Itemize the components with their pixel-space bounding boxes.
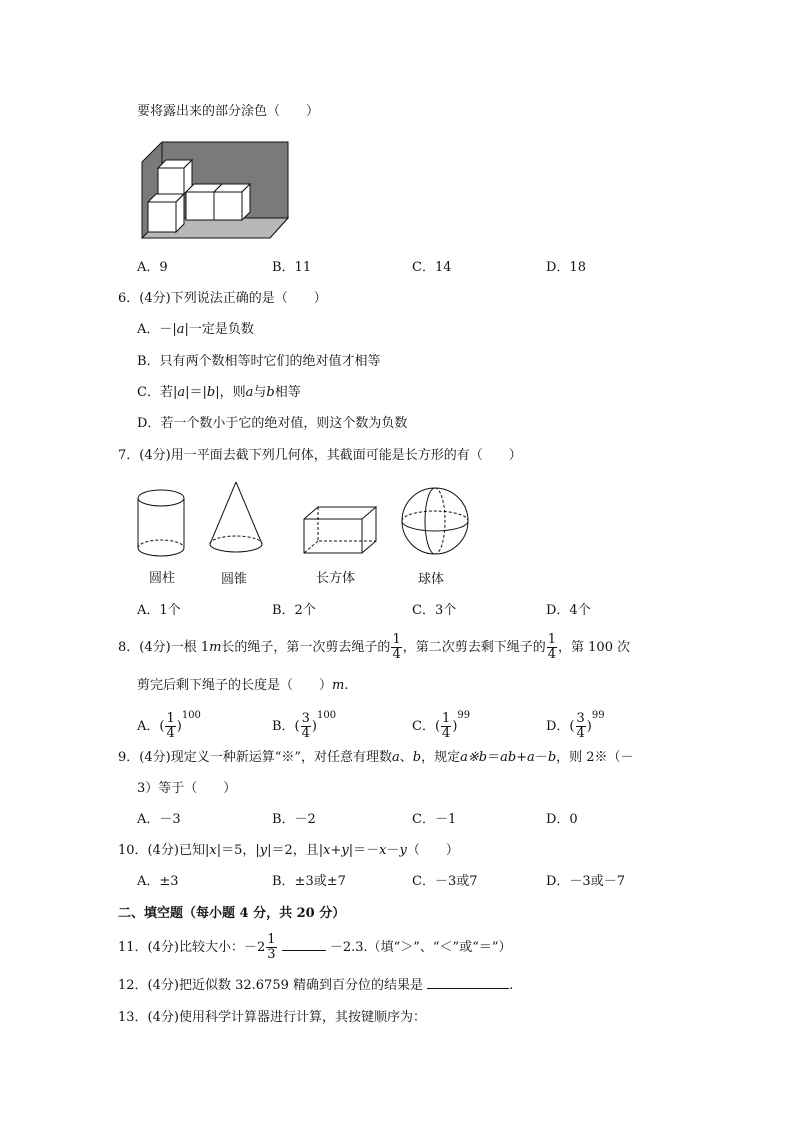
q6-option-d: D．若一个数小于它的绝对值，则这个数为负数	[137, 416, 408, 431]
q9-stem-line2: 3）等于（ ）	[137, 781, 237, 796]
q10-stem: 10．(4分)已知|x|＝5，|y|＝2，且|x+y|＝－x－y（ ）	[118, 843, 459, 858]
q6-option-b: B．只有两个数相等时它们的绝对值才相等	[137, 354, 381, 369]
section-heading-fill-in: 二、填空题（每小题 4 分，共 20 分）	[118, 906, 346, 921]
q10-option-c: C．－3或7	[412, 874, 478, 889]
q9-option-a: A．－3	[137, 812, 181, 827]
q12-answer-blank[interactable]	[427, 988, 509, 989]
q6-option-a: A．－|a|一定是负数	[137, 322, 254, 337]
q8-fraction-1: $\frac{1}{4}$	[392, 632, 401, 662]
q8-option-b: B．( $\frac{3}{4}$ )$^{100}$	[272, 710, 337, 741]
q8-option-c: C．( $\frac{1}{4}$ )$^{99}$	[412, 710, 471, 741]
q10-option-d: D．－3或－7	[546, 874, 625, 889]
q11-answer-blank[interactable]	[282, 950, 326, 951]
q5-cubes-figure	[140, 140, 290, 240]
q9-option-b: B．－2	[272, 812, 316, 827]
q9-option-d: D．0	[546, 812, 578, 827]
q11-stem: 11．(4分)比较大小：－2 $\frac{1}{3}$ －2.3.（填“＞”、“＜”或“＝”）	[118, 932, 512, 962]
q8-fraction-2: $\frac{1}{4}$	[547, 632, 557, 662]
cuboid-figure	[302, 505, 378, 555]
q8-stem-line1: 8．(4分)一根 1m长的绳子，第一次剪去绳子的 $\frac{1}{4}$ ，第二次剪去剩下绳子的 $\frac{1}{4}$ ，第 100 次	[118, 632, 631, 662]
q8-option-d: D．( $\frac{3}{4}$ )$^{99}$	[546, 710, 605, 741]
q6-stem: 6．(4分)下列说法正确的是（ ）	[118, 291, 327, 306]
q9-option-c: C．－1	[412, 812, 457, 827]
q9-stem-line1: 9．(4分)现定义一种新运算“※”，对任意有理数a、b，规定a※b＝ab+a－b，则 2※（－	[118, 750, 634, 765]
q13-stem: 13．(4分)使用科学计算器进行计算，其按键顺序为：	[118, 1010, 426, 1025]
q7-stem: 7．(4分)用一平面去截下列几何体，其截面可能是长方形的有（ ）	[118, 448, 522, 463]
q5-option-b: B．11	[272, 260, 312, 275]
q11-fraction: $\frac{1}{3}$	[267, 932, 276, 962]
q7-option-c: C．3个	[412, 603, 457, 618]
q8-option-a: A．( $\frac{1}{4}$ )$^{100}$	[137, 710, 201, 741]
cylinder-caption: 圆柱	[149, 571, 176, 586]
cone-figure	[208, 480, 264, 555]
q6-option-c: C．若|a|＝|b|，则a与b相等	[137, 385, 301, 400]
q10-option-b: B．±3或±7	[272, 874, 346, 889]
sphere-caption: 球体	[418, 572, 445, 587]
cuboid-caption: 长方体	[316, 571, 356, 586]
q10-option-a: A．±3	[137, 874, 179, 889]
q7-option-a: A．1个	[137, 603, 181, 618]
cylinder-figure	[137, 488, 187, 558]
q5-option-c: C．14	[412, 260, 452, 275]
q7-option-b: B．2个	[272, 603, 316, 618]
q8-stem-line2: 剪完后剩下绳子的长度是（ ）m.	[137, 678, 349, 693]
cone-caption: 圆锥	[221, 572, 248, 587]
q7-option-d: D．4个	[546, 603, 591, 618]
q5-option-a: A．9	[137, 260, 168, 275]
q5-option-d: D．18	[546, 260, 586, 275]
q5-stem-tail: 要将露出来的部分涂色（ ）	[137, 104, 320, 119]
q12-stem: 12．(4分)把近似数 32.6759 精确到百分位的结果是 .	[118, 978, 514, 993]
sphere-figure	[401, 487, 471, 557]
